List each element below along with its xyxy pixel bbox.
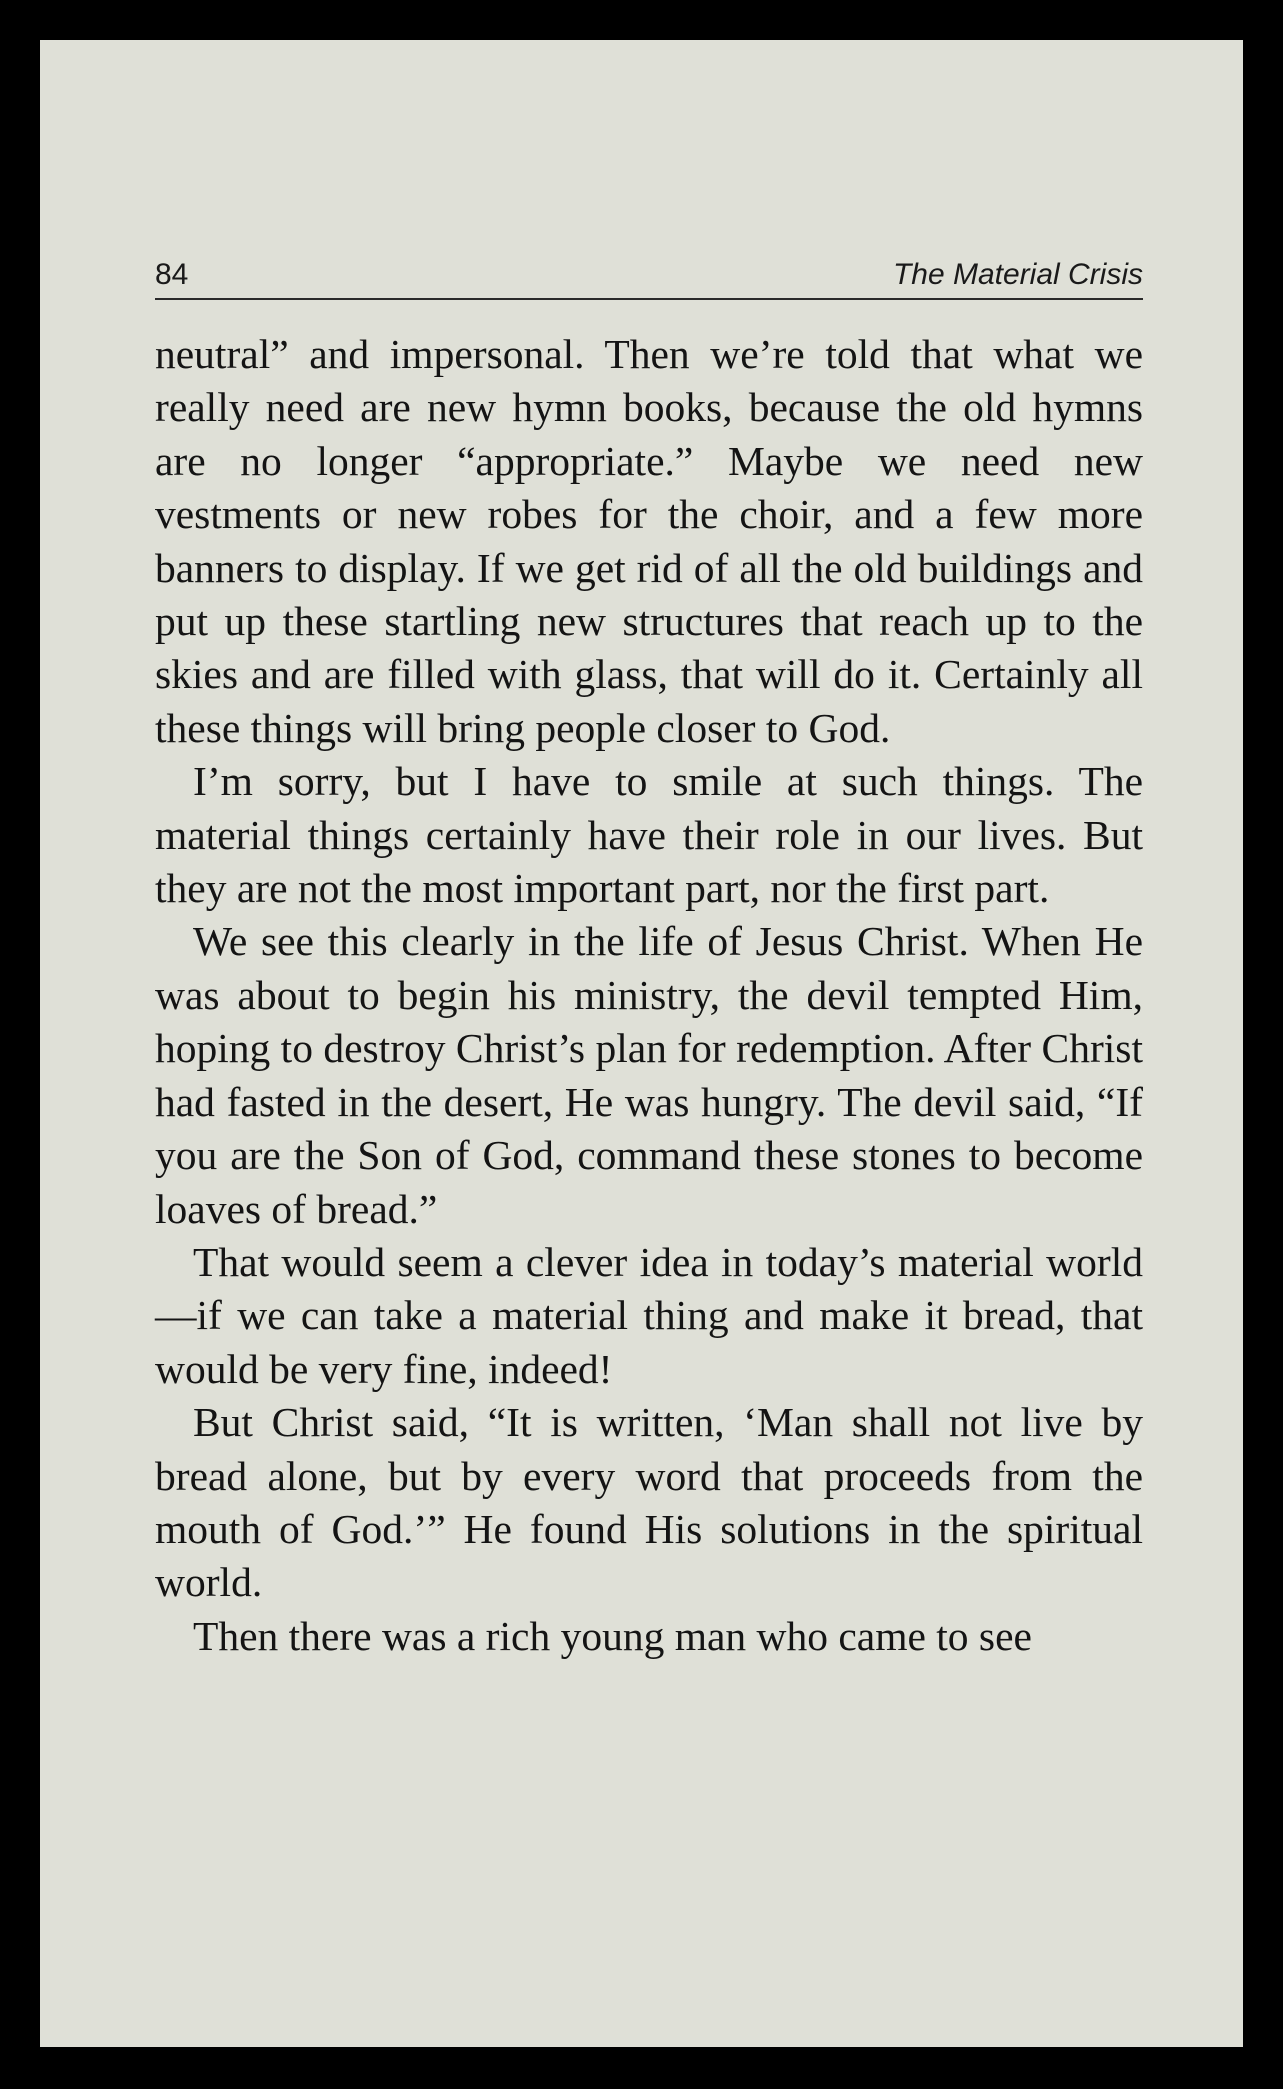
paragraph: Then there was a rich young man who came to see xyxy=(193,1612,1032,1659)
paragraph: neutral” and impersonal. Then we’re told that what we really need are new hymn books, because the old hymns are no longer “appropriate.” Maybe we need new vestments or new robes for the choir, and a few more banners to display. If we get rid of all the old buildings and put up these startling new structures that reach up to the skies and are filled with glass, that will do it. Certainly all these things will bring people closer to God. xyxy=(155,331,1143,751)
page-number: 84 xyxy=(155,258,189,291)
body-text xyxy=(155,328,1143,1663)
page-header xyxy=(155,212,1143,300)
running-title: The Material Crisis xyxy=(892,258,1143,291)
paragraph: That would seem a clever idea in today’s material world—if we can take a material thing and make it bread, that would be very fine, indeed! xyxy=(155,1238,1143,1392)
paragraph: I’m sorry, but I have to smile at such things. The material things certainly have their role in our lives. But they are not the most important part, nor the first part. xyxy=(155,758,1143,912)
paragraph: But Christ said, “It is written, ‘Man shall not live by bread alone, but by every word that proceeds from the mouth of God.’” He found His solutions in the spiritual world. xyxy=(155,1399,1143,1606)
paragraph: We see this clearly in the life of Jesus Christ. When He was about to begin his ministry, the devil tempted Him, hoping to destroy Christ’s plan for redemption. After Christ had fasted in the desert, He was hungry. The devil said, “If you are the Son of God, command these stones to become loaves of bread.” xyxy=(155,918,1143,1232)
